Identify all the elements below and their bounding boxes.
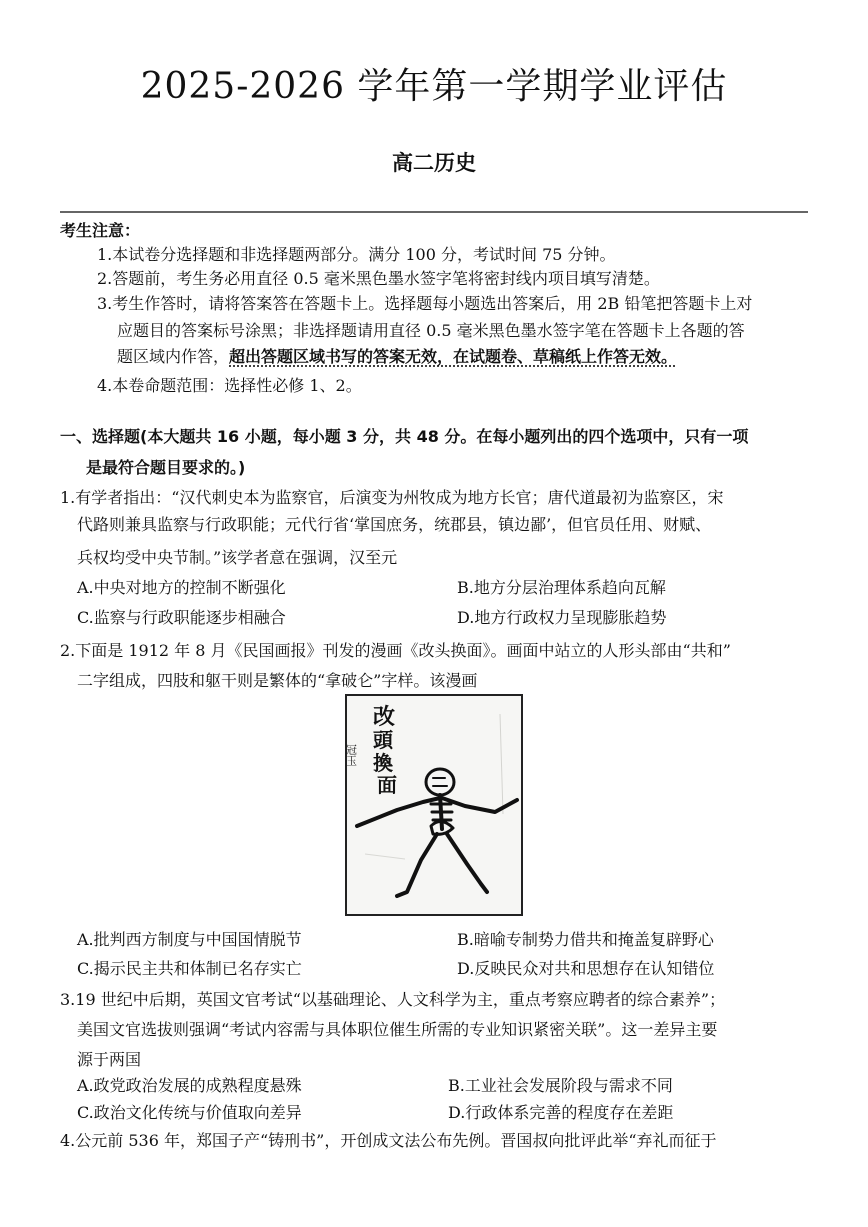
question-stem: 源于两国 [77,1050,142,1069]
notice-item: 1.本试卷分选择题和非选择题两部分。满分 100 分，考试时间 75 分钟。 [97,245,616,264]
page-title: 2025-2026 学年第一学期学业评估 [140,66,728,107]
cartoon-title-char: 頭 [373,728,393,752]
option-d[interactable]: D.地方行政权力呈现膨胀趋势 [457,608,667,627]
question-stem: 4.公元前 536 年，郑国子产“铸刑书”，开创成文法公布先例。晋国叔向批评此举“弃礼而征于 [60,1131,717,1150]
option-c[interactable]: C.政治文化传统与价值取向差异 [77,1103,302,1122]
cartoon-title-char: 換 [373,751,393,775]
header-divider [60,211,808,213]
option-b[interactable]: B.工业社会发展阶段与需求不同 [448,1076,673,1095]
notice-heading: 考生注意： [60,221,141,240]
notice-warning: 超出答题区域书写的答案无效，在试题卷、草稿纸上作答无效。 [229,347,678,366]
cartoon-title-char: 改 [373,704,396,730]
cartoon-image [345,694,523,916]
question-stem: 2.下面是 1912 年 8 月《民国画报》刊发的漫画《改头换面》。画面中站立的人形头部由“共和” [60,641,731,660]
cartoon-title-char: 面 [377,773,397,797]
question-stem: 3.19 世纪中后期，英国文官考试“以基础理论、人文科学为主，重点考察应聘者的综合素养”； [60,990,726,1009]
question-stem: 美国文官选拔则强调“考试内容需与具体职位催生所需的专业知识紧密关联”。这一差异主要 [77,1020,718,1039]
notice-item: 4.本卷命题范围：选择性必修 1、2。 [97,376,362,395]
notice-item: 应题目的答案标号涂黑；非选择题请用直径 0.5 毫米黑色墨水签字笔在答题卡上各题的答 [117,321,745,340]
option-a[interactable]: A.政党政治发展的成熟程度悬殊 [77,1076,302,1095]
section-heading: 一、选择题(本大题共 16 小题，每小题 3 分，共 48 分。在每小题列出的四个选项中，只有一项 [60,427,749,446]
notice-item: 2.答题前，考生务必用直径 0.5 毫米黑色墨水签字笔将密封线内项目填写清楚。 [97,269,660,288]
question-stem: 二字组成，四肢和躯干则是繁体的“拿破仑”字样。该漫画 [77,671,478,690]
notice-item [117,347,677,367]
option-a[interactable]: A.中央对地方的控制不断强化 [77,578,286,597]
option-d[interactable]: D.反映民众对共和思想存在认知错位 [457,959,715,978]
option-b[interactable]: B.暗喻专制势力借共和掩盖复辟野心 [457,930,714,949]
question-stem: 1.有学者指出：“汉代刺史本为监察官，后演变为州牧成为地方长官；唐代道最初为监察区，宋 [60,488,724,507]
option-c[interactable]: C.监察与行政职能逐步相融合 [77,608,286,627]
notice-item-part: 题区域内作答， [117,347,230,366]
option-c[interactable]: C.揭示民主共和体制已名存实亡 [77,959,302,978]
option-a[interactable]: A.批判西方制度与中国国情脱节 [77,930,302,949]
option-b[interactable]: B.地方分层治理体系趋向瓦解 [457,578,666,597]
question-stem: 兵权均受中央节制。”该学者意在强调，汉至元 [77,548,398,567]
section-heading-cont: 是最符合题目要求的。) [86,458,246,477]
option-d[interactable]: D.行政体系完善的程度存在差距 [448,1103,674,1122]
subject-title: 高二历史 [392,151,476,175]
question-stem: 代路则兼具监察与行政职能；元代行省‘掌国庶务，统郡县，镇边鄙’，但官员任用、财赋、 [77,515,712,534]
notice-item: 3.考生作答时，请将答案答在答题卡上。选择题每小题选出答案后，用 2B 铅笔把答题卡上对 [97,294,753,313]
cartoon-signature: 冠玉 [345,744,358,766]
